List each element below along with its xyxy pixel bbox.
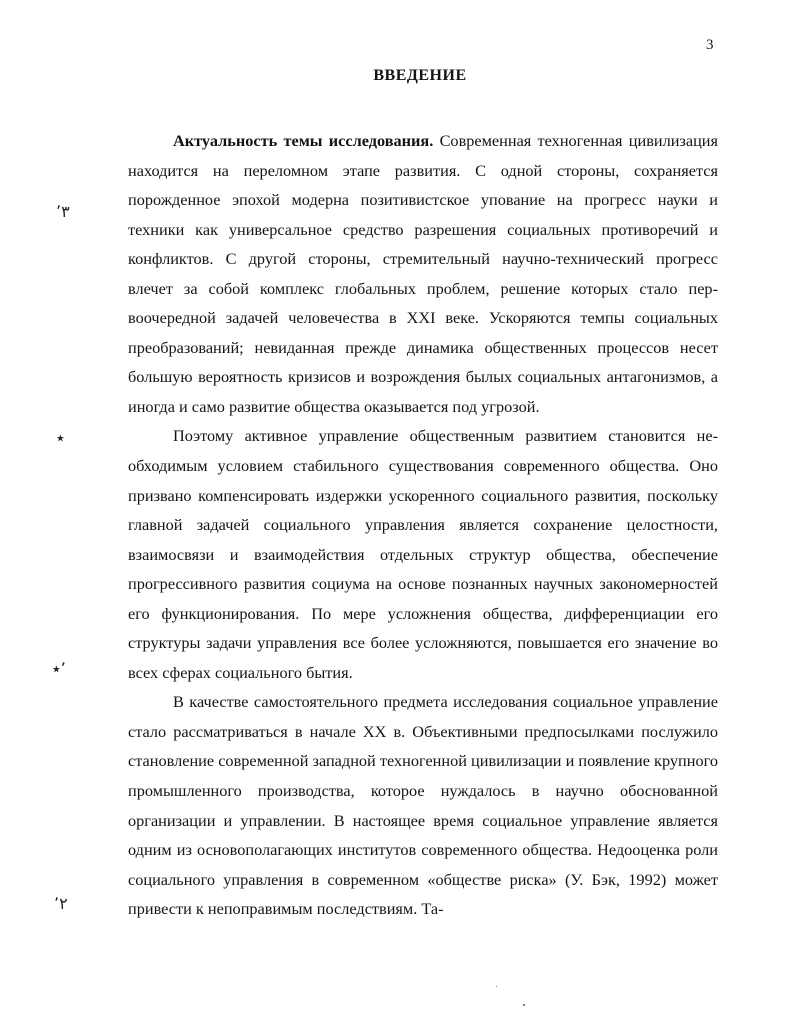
- margin-handwritten-mark: ٬٭: [52, 661, 66, 678]
- margin-handwritten-mark: ٬٣: [56, 204, 70, 221]
- scan-speck: [496, 986, 497, 987]
- page-number: 3: [706, 37, 714, 53]
- paragraph-lead: Актуальность темы исследования.: [173, 131, 434, 150]
- margin-handwritten-mark: ٬٢: [54, 896, 68, 913]
- page-title: ВВЕДЕНИЕ: [373, 67, 467, 84]
- document-body: [128, 126, 718, 924]
- scan-speck: [523, 1004, 525, 1006]
- paragraph-2: Поэтому активное управление общественным развитием становится необходимым условием стабильного существования современного общества. Оно призвано компенсировать издержки ускоренного социального развития, поскольку главной задачей социального управления является сохранение целостности, взаимосвязи и взаимодействия отдельных структур общества, обеспечение прогрессивного развития социума на основе познанных научных закономерностей его функционирования. По мере усложнения общества, дифференциации его структуры задачи управления все более усложняются, повышается его значение во всех сферах социального бытия.: [128, 426, 718, 682]
- margin-handwritten-mark: ٭: [56, 430, 65, 447]
- paragraph-text: Современная техногенная цивилизация находится на переломном этапе развития. С одной стороны, сохраняется порожденное эпохой модерна позитивистское упование на прогресс науки и техники как универсальное средство разрешения социальных противоречий и конфликтов. С другой стороны, стремительный научно-технический прогресс влечет за собой комплекс глобальных проблем, решение которых стало первоочередной задачей человечества в XXI веке. Ускоряются темпы социальных преобразований; невиданная прежде динамика общественных процессов несет большую вероятность кризисов и возрождения былых социальных антагонизмов, а иногда и само развитие общества оказывается под угрозой.: [128, 131, 719, 416]
- paragraph-1: [128, 126, 718, 421]
- paragraph-3: В качестве самостоятельного предмета исследования социальное управление стало рассматриваться в начале XX в. Объективными предпосылками послужило становление современной западной техногенной цивилизации и появление крупного промышленного производства, которое нуждалось в научно обоснованной организации и управлении. В настоящее время социальное управление является одним из основополагающих институтов современного общества. Недооценка роли социального управления в современном «обществе риска» (У. Бэк, 1992) может привести к непоправимым последствиям. Та-: [128, 692, 718, 919]
